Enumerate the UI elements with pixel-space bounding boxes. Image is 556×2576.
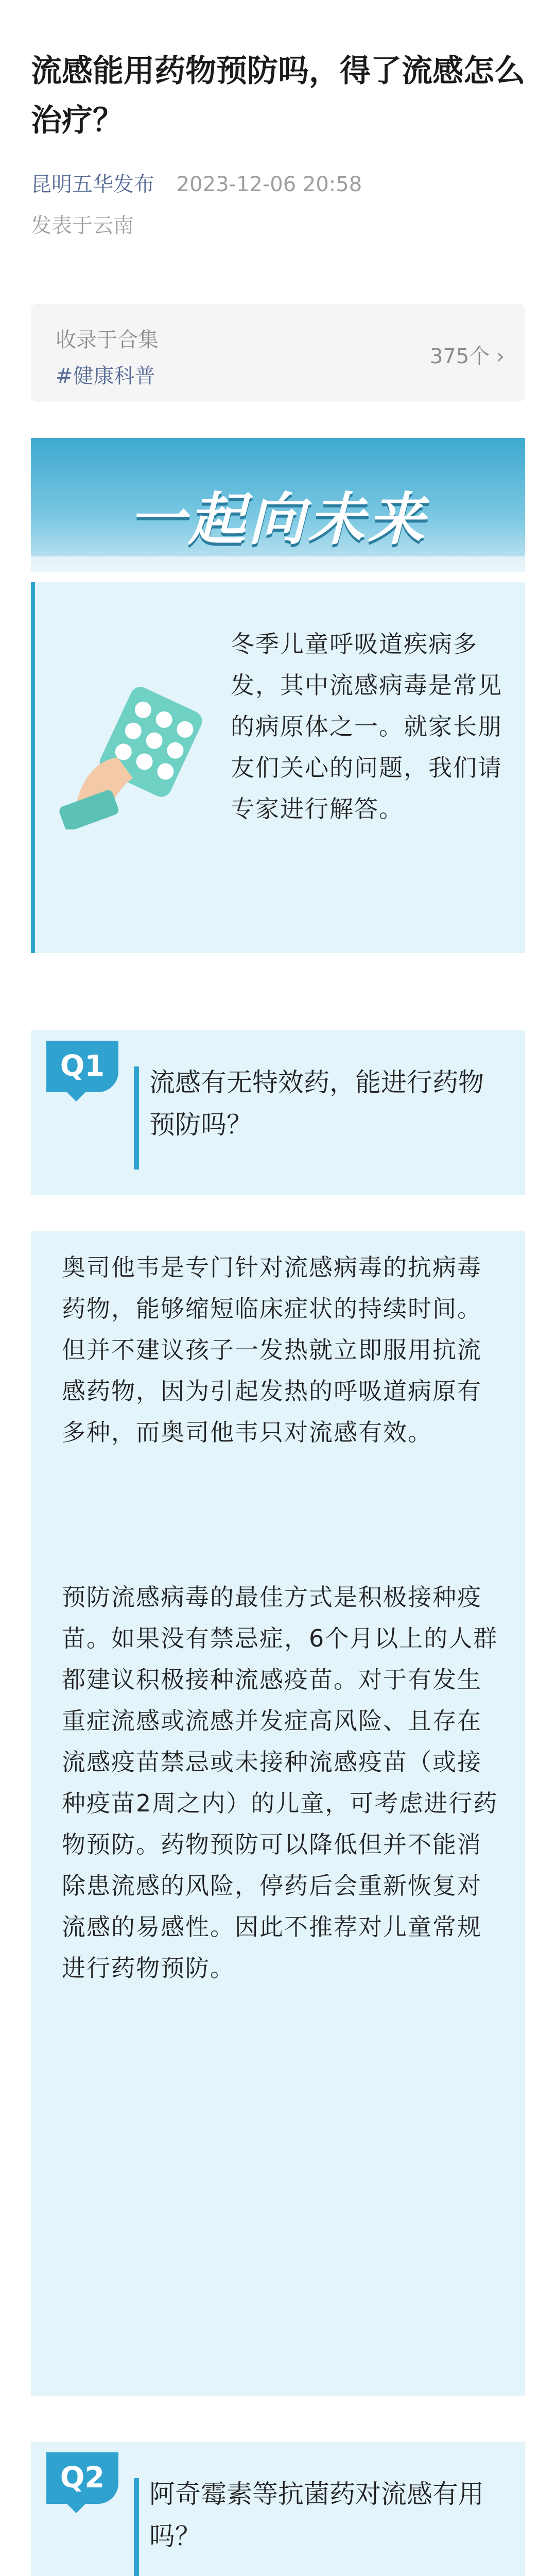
question-tag: Q2 xyxy=(46,2452,118,2504)
answer-paragraph: 奥司他韦是专门针对流感病毒的抗病毒药物，能够缩短临床症状的持续时间。但并不建议孩子一发热就立即服用抗流感药物，因为引起发热的呼吸道病原有多种，而奥司他韦只对流感有效。 xyxy=(62,1253,482,1446)
answer-panel-q1 xyxy=(31,1231,525,2396)
banner-text: 一起向未来 xyxy=(129,486,427,552)
publish-location: 发表于云南 xyxy=(31,214,134,238)
header-banner-image xyxy=(31,438,525,572)
question-block-q1 xyxy=(31,1030,525,1195)
banner-stripe xyxy=(31,556,525,572)
intro-panel xyxy=(31,582,525,953)
collection-count[interactable]: 375个 › xyxy=(429,345,505,368)
answer-paragraph: 预防流感病毒的最佳方式是积极接种疫苗。如果没有禁忌症，6个月以上的人群都建议积极接种流感疫苗。对于有发生重症流感或流感并发症高风险、且存在流感疫苗禁忌或未接种流感疫苗（或接种疫苗2周之内）的儿童，可考虑进行药物预防。药物预防可以降低但并不能消除患流感的风险，停药后会重新恢复对流感的易感性。因此不推荐对儿童常规进行药物预防。 xyxy=(62,1583,498,1982)
collection-label: 收录于合集 xyxy=(56,328,159,352)
question-text: 阿奇霉素等抗菌药对流感有用吗？ xyxy=(149,2479,484,2551)
question-accent-bar xyxy=(134,1066,139,1170)
author-link[interactable]: 昆明五华发布 xyxy=(31,173,154,196)
publish-time: 2023-12-06 20:58 xyxy=(176,173,362,196)
collection-card[interactable] xyxy=(31,304,525,402)
collection-tag[interactable]: #健康科普 xyxy=(56,364,155,388)
article-meta xyxy=(31,170,362,199)
question-tag: Q1 xyxy=(46,1041,118,1092)
intro-text: 冬季儿童呼吸道疾病多发，其中流感病毒是常见的病原体之一。就家长朋友们关心的问题，我们请专家进行解答。 xyxy=(231,630,502,823)
question-accent-bar xyxy=(134,2478,139,2576)
question-block-q2 xyxy=(31,2442,525,2576)
page-title: 流感能用药物预防吗，得了流感怎么治疗？ xyxy=(31,53,525,139)
question-text: 流感有无特效药，能进行药物预防吗？ xyxy=(149,1067,484,1140)
pill-blister-icon xyxy=(56,675,210,829)
